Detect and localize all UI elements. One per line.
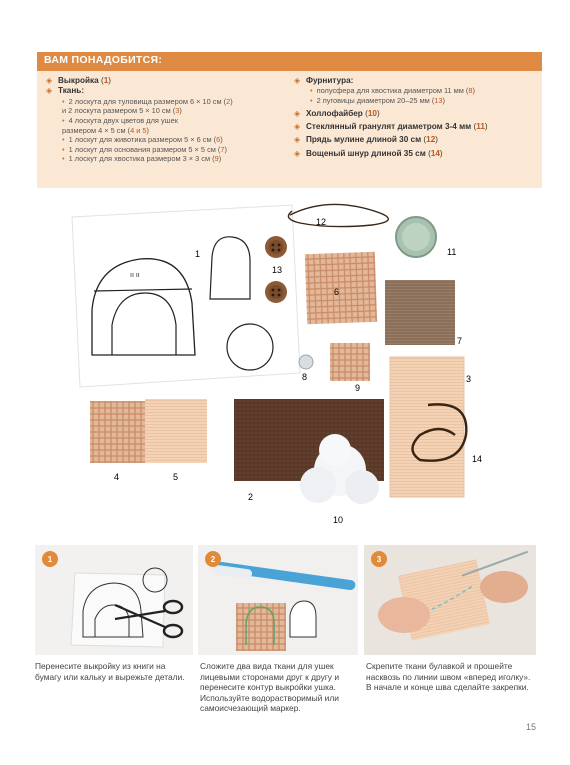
materials-title: ВАМ ПОНАДОБИТСЯ: [44, 54, 163, 66]
photo-label: 1 [195, 249, 201, 259]
fabric-base [385, 280, 455, 345]
diamond-bullet-icon: ◈ [294, 122, 301, 131]
diamond-bullet-icon: ◈ [294, 148, 301, 158]
fabric-sub-item: и 2 лоскута размером 5 × 10 см (3) [62, 106, 182, 116]
materials-right-column [294, 76, 538, 159]
svg-text:ıı ıı: ıı ıı [130, 272, 140, 279]
fabric-tail [330, 343, 370, 381]
fabric-sub-item: • 1 лоскут для хвостика размером 3 × 3 см (9) [62, 154, 222, 164]
step-2-text: Сложите два вида ткани для ушек лицевыми сторонами друг к другу и перенесите контур выкройки ушка. Используйте водорастворимый или самоисчезающий маркер. [200, 661, 340, 714]
diamond-bullet-icon: ◈ [294, 76, 301, 85]
step-badge: 3 [371, 551, 387, 567]
fabric-sub-item: • 4 лоскута двух цветов для ушек [62, 116, 178, 125]
fabric-ear-b [145, 399, 207, 463]
material-number: 1 [103, 76, 109, 85]
step-1-photo [35, 545, 193, 655]
material-floss: ◈ Прядь мулине длиной 30 см ( 12 ) [294, 135, 438, 145]
step-3-text: Скрепите ткани булавкой и прошейте насквозь по линии швом «вперед иголку». В начале и конце шва сделайте закрепки. [366, 661, 531, 693]
photo-label: 13 [272, 265, 283, 275]
half-sphere [299, 355, 313, 369]
fabric-sub-item: • 1 лоскут для основания размером 5 × 5 см (7) [62, 144, 227, 154]
fabric-sub-item: • 1 лоскут для животика размером 5 × 6 см (6) [62, 135, 223, 145]
diamond-bullet-icon: ◈ [294, 135, 301, 145]
photo-label: 11 [447, 247, 457, 257]
photo-label: 12 [316, 217, 327, 227]
photo-label: 14 [472, 454, 483, 464]
photo-label: 7 [457, 336, 463, 346]
material-fabric [46, 86, 286, 96]
step-badge: 2 [205, 551, 221, 567]
hardware-sub-item: • 2 пуговицы диаметром 20–25 мм (13) [310, 96, 445, 105]
photo-label: 10 [333, 515, 344, 525]
fabric-ear-a [90, 401, 148, 463]
step-2-photo [198, 545, 358, 655]
fabric-body-small [390, 357, 464, 497]
photo-label: 5 [173, 472, 179, 482]
hardware-sub-item: • полусфера для хвостика диаметром 11 мм (8) [310, 86, 475, 96]
material-label: Фурнитура: [306, 76, 354, 85]
material-label: Ткань: [58, 86, 85, 96]
fabric-sub-item: • 2 лоскута для туловища размером 6 × 10 см (2) [62, 96, 233, 106]
photo-label: 3 [466, 374, 472, 384]
diamond-bullet-icon: ◈ [46, 86, 53, 96]
hardware-sublist [294, 86, 538, 105]
floss-skein [288, 204, 388, 226]
material-hollofiber: ◈ Холлофайбер ( 10 ) [294, 108, 380, 118]
photo-label: 4 [114, 472, 120, 482]
fabric-sublist [46, 97, 286, 164]
step-badge: 1 [42, 551, 58, 567]
material-cord: ◈ Вощеный шнур длиной 35 см ( 14 ) [294, 148, 443, 158]
photo-label: 8 [302, 372, 308, 382]
material-hardware [294, 76, 538, 86]
page-number: 15 [525, 722, 536, 732]
step-1-text: Перенесите выкройку из книги на бумагу или кальку и вырежьте детали. [35, 661, 185, 682]
material-label: Выкройка [58, 76, 99, 85]
fabric-sub-item: размером 4 × 5 см (4 и 5) [62, 125, 149, 135]
diamond-bullet-icon: ◈ [46, 76, 53, 85]
diamond-bullet-icon: ◈ [294, 108, 301, 118]
materials-left-column [46, 76, 286, 164]
materials-photo [0, 195, 570, 535]
material-pattern: ◈ Выкройка ( 1 ) [46, 76, 112, 85]
fabric-belly [305, 252, 377, 324]
photo-label: 2 [248, 492, 254, 502]
step-3-photo [364, 545, 536, 655]
photo-label: 6 [334, 287, 340, 297]
photo-label: 9 [355, 383, 361, 393]
material-granulate: ◈ Стеклянный гранулят диаметром 3-4 мм ( 11 ) [294, 122, 488, 131]
